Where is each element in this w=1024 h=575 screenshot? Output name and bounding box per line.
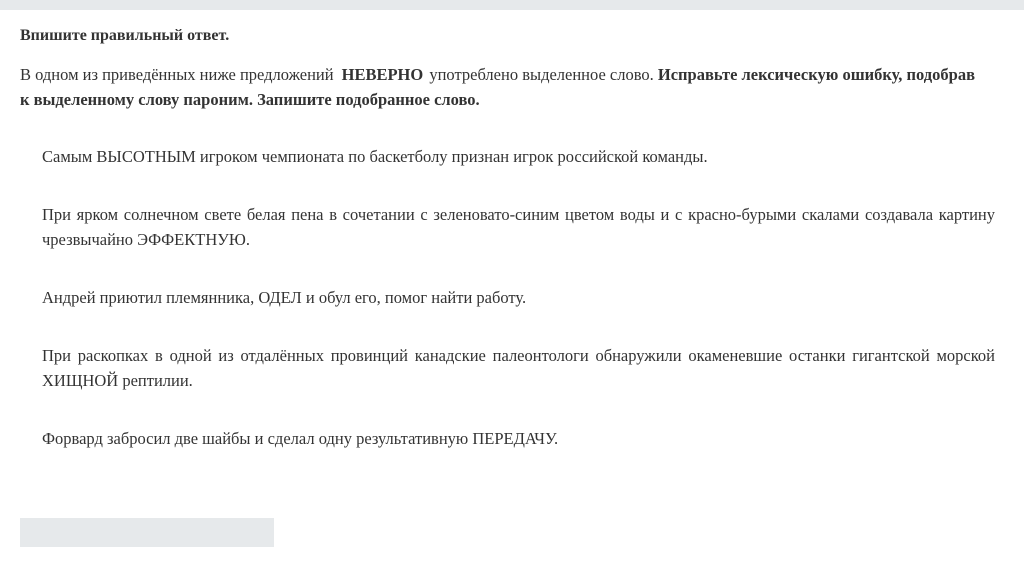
instruction-text: Впишите правильный ответ. [20,27,230,44]
top-bar [0,0,1024,10]
task-bold-line1: Исправьте лексическую ошибку, подобрав [657,65,975,84]
sentence-item: При ярком солнечном свете белая пена в сочетании с зеленовато-синим цветом воды и с красно-бурыми скалами создавала картину чрезвычайно ЭФФЕКТНУЮ. [42,205,995,249]
sentence-item: Самым ВЫСОТНЫМ игроком чемпионата по баскетболу признан игрок российской команды. [42,147,708,166]
answer-input[interactable] [20,518,274,547]
sentence-item: Форвард забросил две шайбы и сделал одну результативную ПЕРЕДАЧУ. [42,429,559,448]
task-part1: В одном из приведённых ниже предложений [20,65,334,84]
question-content [20,24,1002,451]
task-emphasis: НЕВЕРНО [341,65,424,84]
task-bold-line2: к выделенному слову пароним. Запишите подобранное слово. [20,90,480,109]
sentence-list [20,144,1002,451]
task-part2: употреблено выделенное слово. [429,65,654,84]
sentence-item: При раскопках в одной из отдалённых провинций канадские палеонтологи обнаружили окаменевшие останки гигантской морской ХИЩНОЙ рептилии. [42,346,995,390]
sentence-item: Андрей приютил племянника, ОДЕЛ и обул его, помог найти работу. [42,288,527,307]
task-description [20,62,1002,112]
